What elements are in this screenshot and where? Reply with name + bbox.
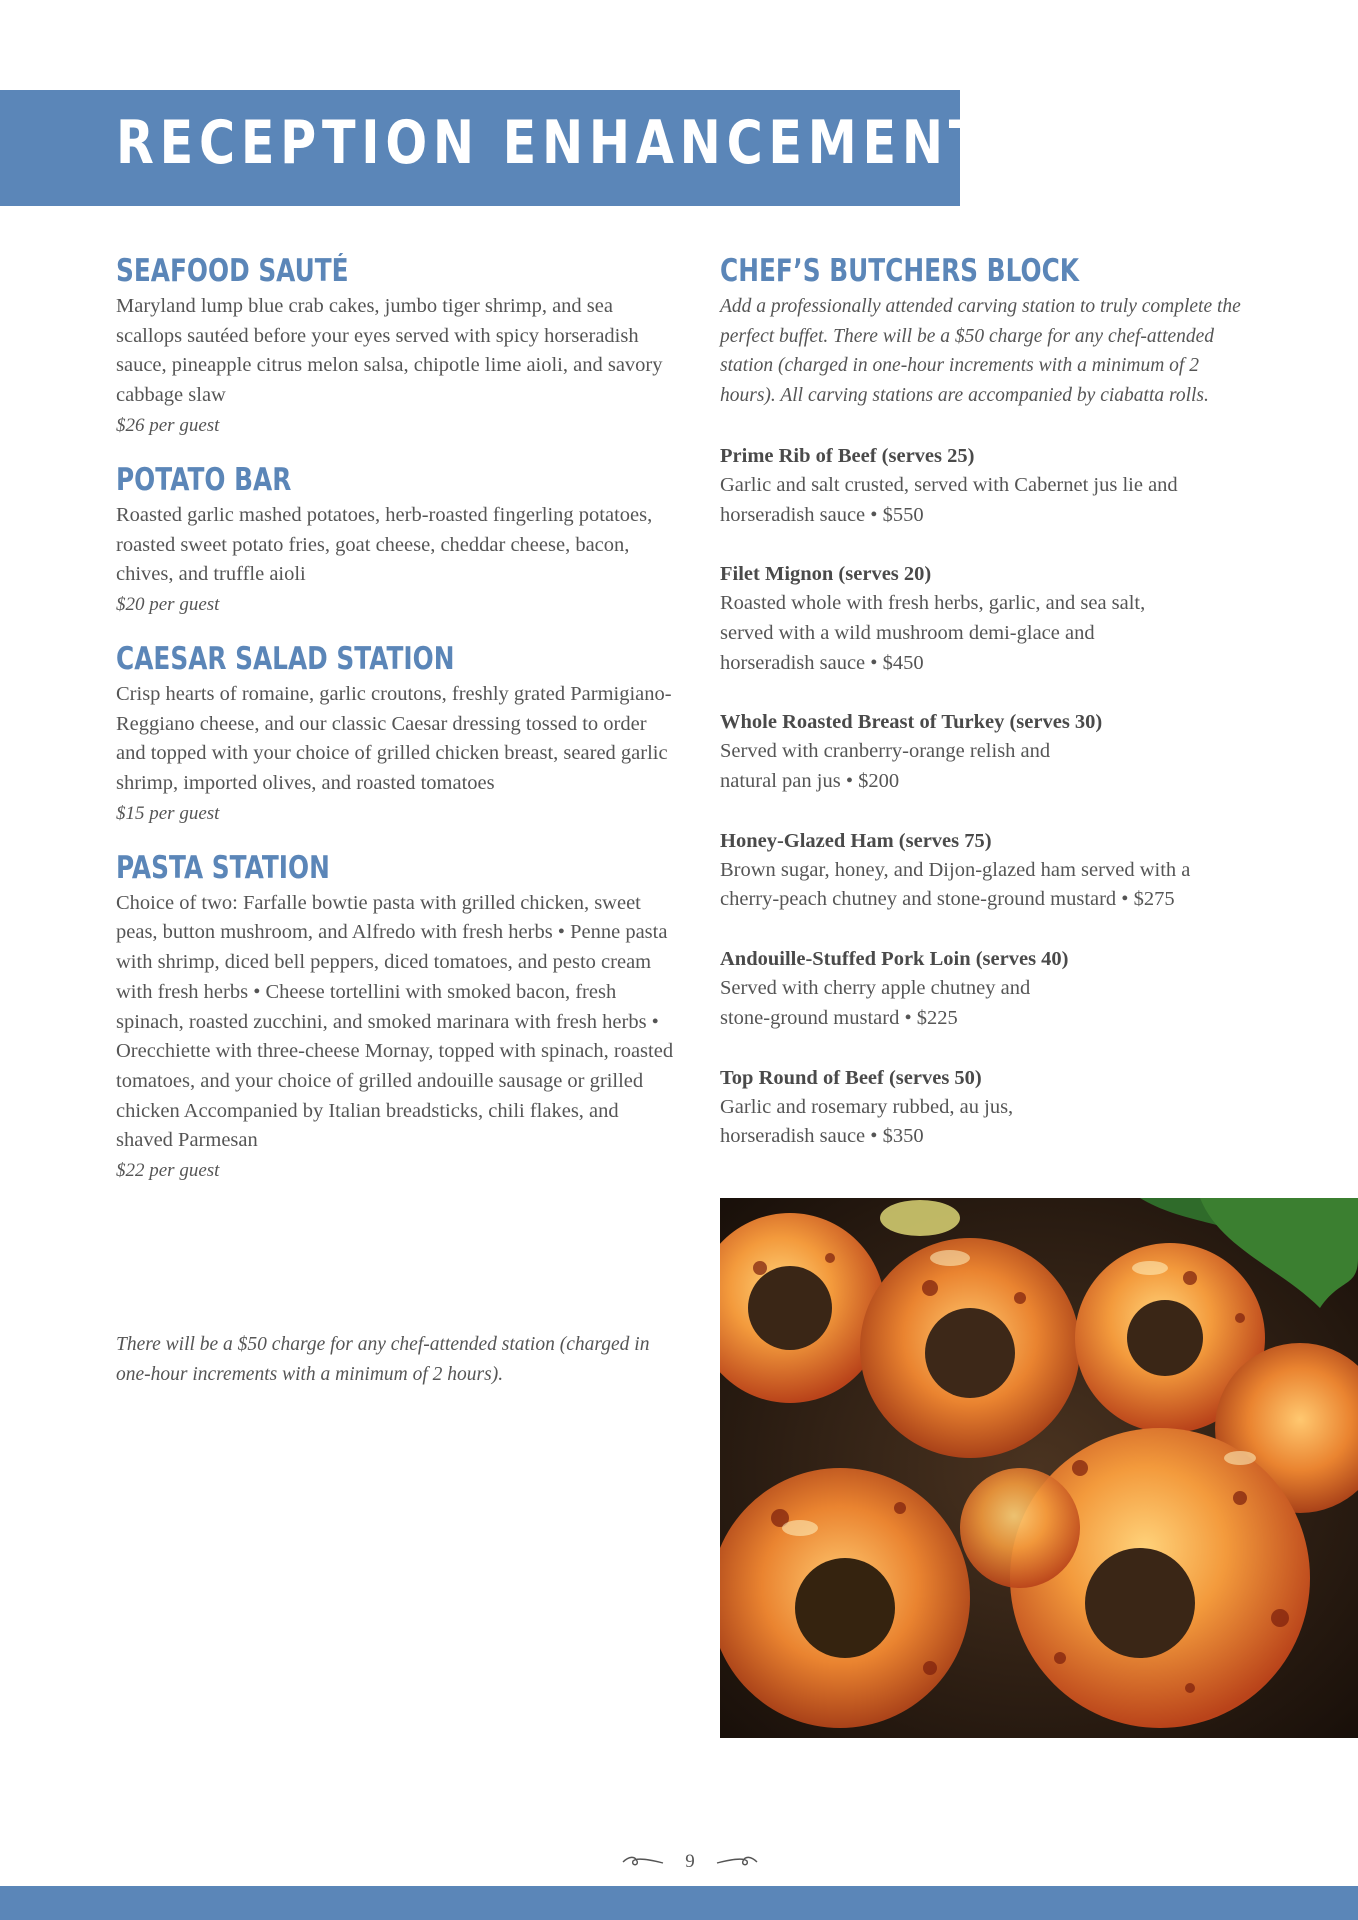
section-potato-bar <box>116 459 676 620</box>
carving-item-top-round <box>720 1063 1250 1152</box>
section-price: $26 per guest <box>116 414 220 436</box>
carving-item-prime-rib <box>720 441 1250 530</box>
chef-station-note: There will be a $50 charge for any chef-attended station (charged in one-hour increments with a minimum of 2 hours). <box>116 1334 650 1385</box>
carving-item-description: Brown sugar, honey, and Dijon-glazed ham served with a <box>720 858 1191 881</box>
section-price: $15 per guest <box>116 802 220 824</box>
carving-item-title: Filet Mignon (serves 20) <box>720 563 932 586</box>
carving-item-description: Roasted whole with fresh herbs, garlic, and sea salt, served with a wild mushroom demi-glace and <box>720 592 1146 644</box>
carving-item-sauce-price: natural pan jus • $200 <box>720 770 900 793</box>
butchers-block-intro: Add a professionally attended carving station to truly complete the perfect buffet. There will be a $50 charge for any chef-attended station (charged in one-hour increments with a minimum of 2 hours). All carving stations are accompanied by ciabatta rolls. <box>720 296 1241 407</box>
left-flourish-icon <box>621 1854 665 1870</box>
carving-item-sauce-price: horseradish sauce • $350 <box>720 1125 924 1148</box>
section-heading: SEAFOOD SAUTÉ <box>116 253 349 289</box>
carving-item-title: Andouille-Stuffed Pork Loin (serves 40) <box>720 948 1069 971</box>
section-caesar-salad-station <box>116 638 676 829</box>
carving-item-title: Top Round of Beef (serves 50) <box>720 1066 982 1089</box>
butchers-block-heading: CHEF’S BUTCHERS BLOCK <box>720 253 1079 289</box>
page-title: RECEPTION ENHANCEMENTS <box>116 108 1030 178</box>
carving-item-title: Honey-Glazed Ham (serves 75) <box>720 829 992 852</box>
carving-item-title: Prime Rib of Beef (serves 25) <box>720 444 975 467</box>
carving-item-filet-mignon <box>720 559 1250 678</box>
page-number: 9 <box>685 1851 695 1872</box>
carving-item-pork-loin <box>720 944 1250 1033</box>
section-heading: PASTA STATION <box>116 849 330 886</box>
section-heading: CAESAR SALAD STATION <box>116 640 455 677</box>
carving-item-description: Garlic and salt crusted, served with Cabernet jus lie and <box>720 473 1178 496</box>
left-column <box>116 250 676 1204</box>
grilled-shrimp-photo <box>720 1198 1358 1738</box>
section-description: Crisp hearts of romaine, garlic croutons, freshly grated Parmigiano-Reggiano cheese, and our classic Caesar dressing tossed to order and topped with your choice of grilled chicken breast, seared garlic shrimp, imported olives, and roasted tomatoes <box>116 682 672 795</box>
carving-item-sauce-price: cherry-peach chutney and stone-ground mustard • $275 <box>720 888 1175 911</box>
page-number-ornament <box>620 1847 760 1877</box>
section-description: Maryland lump blue crab cakes, jumbo tiger shrimp, and sea scallops sautéed before your eyes served with spicy horseradish sauce, pineapple citrus melon salsa, chipotle lime aioli, and savory cabbage slaw <box>116 295 663 407</box>
carving-item-honey-glazed-ham <box>720 826 1250 915</box>
carving-item-turkey <box>720 707 1250 796</box>
section-price: $20 per guest <box>116 593 220 615</box>
section-description: Roasted garlic mashed potatoes, herb-roasted fingerling potatoes, roasted sweet potato fries, goat cheese, cheddar cheese, bacon, chives, and truffle aioli <box>116 503 653 586</box>
carving-item-sauce-price: horseradish sauce • $550 <box>720 503 924 526</box>
right-column <box>720 250 1250 1181</box>
carving-item-description: Served with cranberry-orange relish and <box>720 740 1051 763</box>
right-flourish-icon <box>715 1854 759 1870</box>
section-description: Choice of two: Farfalle bowtie pasta with grilled chicken, sweet peas, button mushroom, and Alfredo with fresh herbs • Penne pasta with shrimp, diced bell peppers, diced tomatoes, and pesto cream with fresh herbs • Cheese tortellini with smoked bacon, fresh spinach, roasted zucchini, and smoked marinara with fresh herbs • Orecchiette with three-cheese Mornay, topped with spinach, roasted tomatoes, and your choice of grilled andouille sausage or grilled chicken Accompanied by Italian breadsticks, chili flakes, and shaved Parmesan <box>116 891 674 1152</box>
section-heading: POTATO BAR <box>116 461 292 498</box>
carving-item-sauce-price: stone-ground mustard • $225 <box>720 1006 958 1029</box>
carving-item-description: Served with cherry apple chutney and <box>720 977 1031 1000</box>
section-price: $22 per guest <box>116 1160 220 1182</box>
footer-bar <box>0 1886 1358 1920</box>
section-pasta-station <box>116 847 676 1186</box>
grilled-shrimp-illustration <box>720 1198 1358 1738</box>
carving-item-title: Whole Roasted Breast of Turkey (serves 30) <box>720 711 1103 734</box>
header-banner <box>0 90 1030 206</box>
carving-item-description: Garlic and rosemary rubbed, au jus, <box>720 1095 1014 1118</box>
section-seafood-saute <box>116 250 676 441</box>
carving-item-sauce-price: horseradish sauce • $450 <box>720 651 924 674</box>
